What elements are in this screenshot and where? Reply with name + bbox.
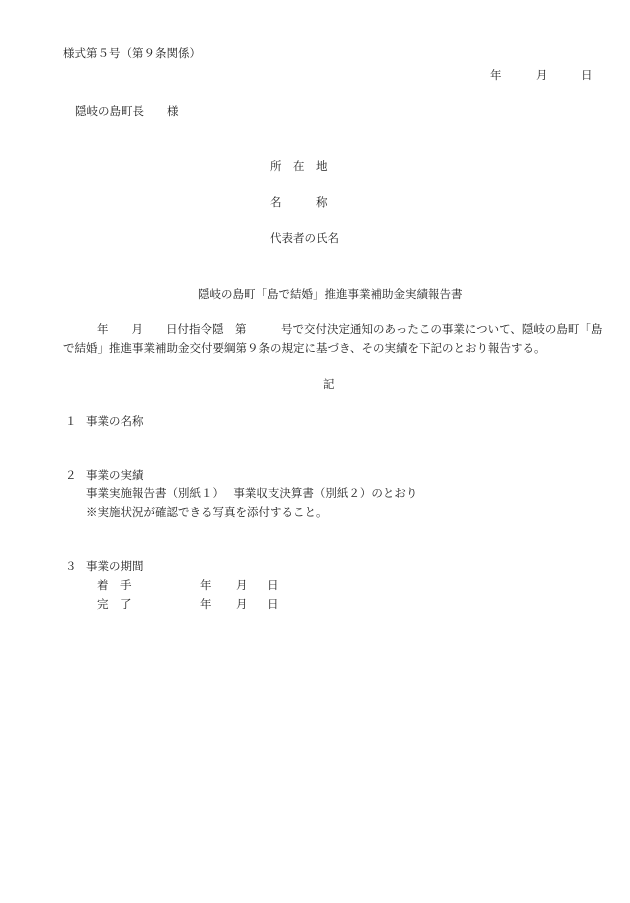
ki-heading: 記 — [323, 377, 335, 391]
period-start-day: 日 — [267, 578, 279, 592]
addressee: 隠岐の島町長 様 — [75, 104, 179, 118]
name-label: 名 称 — [270, 195, 328, 209]
period-end-month: 月 — [236, 597, 248, 611]
date-year: 年 — [490, 68, 502, 82]
period-start-label: 着 手 — [97, 578, 132, 592]
representative-label: 代表者の氏名 — [270, 231, 339, 245]
section-3-heading: 事業の期間 — [86, 559, 144, 573]
section-2-line-1: 事業実施報告書（別紙１） 事業収支決算書（別紙２）のとおり — [86, 486, 418, 500]
body-line-2: で結婚」推進事業補助金交付要綱第９条の規定に基づき、その実績を下記のとおり報告する。 — [63, 341, 546, 355]
section-1-heading: 事業の名称 — [86, 414, 144, 428]
date-day: 日 — [581, 68, 593, 82]
form-number: 様式第５号（第９条関係） — [63, 46, 201, 60]
period-end-year: 年 — [200, 597, 212, 611]
section-1-number: １ — [65, 414, 77, 428]
body-line-1: 年 月 日付指令隠 第 号で交付決定通知のあったこの事業について、隠岐の島町「島 — [97, 322, 603, 336]
section-3-number: ３ — [65, 559, 77, 573]
date-month: 月 — [536, 68, 548, 82]
period-start-year: 年 — [200, 578, 212, 592]
period-start-month: 月 — [236, 578, 248, 592]
document-title: 隠岐の島町「島で結婚」推進事業補助金実績報告書 — [198, 287, 463, 301]
section-2-line-2: ※実施状況が確認できる写真を添付すること。 — [86, 505, 328, 519]
period-end-label: 完 了 — [97, 597, 132, 611]
address-label: 所 在 地 — [270, 159, 328, 173]
section-2-number: ２ — [65, 468, 77, 482]
section-2-heading: 事業の実績 — [86, 468, 144, 482]
period-end-day: 日 — [267, 597, 279, 611]
